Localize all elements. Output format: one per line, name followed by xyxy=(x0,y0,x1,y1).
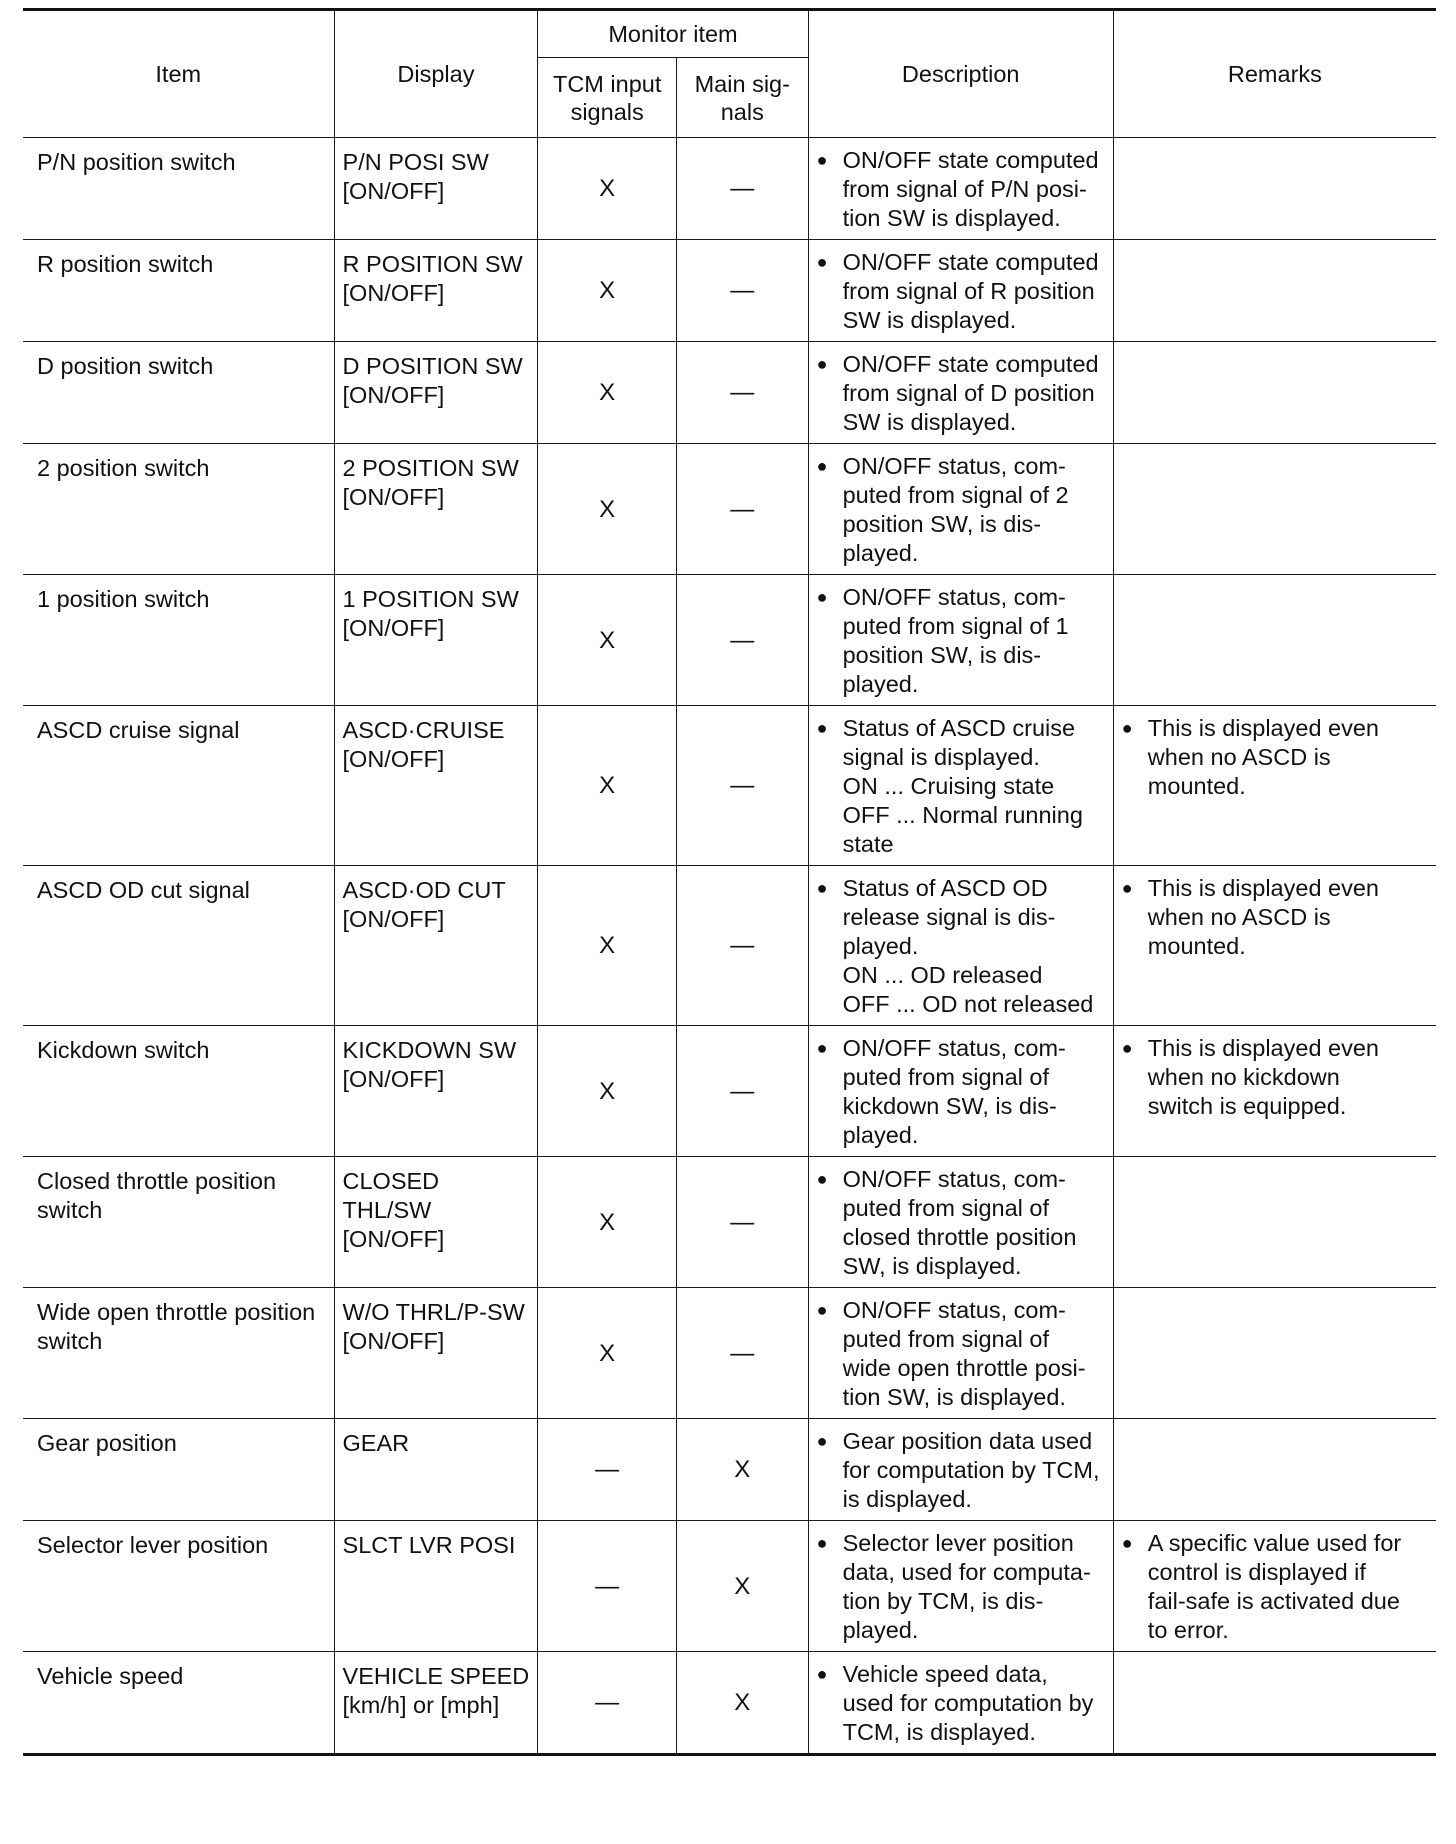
cell-description xyxy=(808,706,1113,866)
cell-item: 1 position switch xyxy=(23,575,334,706)
cell-main-signal: — xyxy=(676,1026,808,1157)
cell-display: ASCD·CRUISE [ON/OFF] xyxy=(334,706,538,866)
description-text: ON/OFF status, com- puted from signal of kickdown SW, is dis- played. xyxy=(842,1035,1066,1148)
remarks-text: A specific value used for control is displayed if fail-safe is activated due to error. xyxy=(1147,1530,1402,1643)
cell-item: Vehicle speed xyxy=(23,1652,334,1755)
bullet-icon: ● xyxy=(816,1664,828,1684)
cell-display: CLOSED THL/SW [ON/OFF] xyxy=(334,1157,538,1288)
description-bullet xyxy=(817,350,1105,437)
cell-remarks xyxy=(1113,575,1436,706)
cell-display: KICKDOWN SW [ON/OFF] xyxy=(334,1026,538,1157)
cell-item: Kickdown switch xyxy=(23,1026,334,1157)
cell-tcm-input: X xyxy=(538,866,677,1026)
bullet-icon: ● xyxy=(816,1431,828,1451)
description-text: ON/OFF state computed from signal of D position SW is displayed. xyxy=(842,351,1099,435)
header-tcm-input-signals: TCM input signals xyxy=(538,58,677,138)
cell-description xyxy=(808,575,1113,706)
cell-item: Wide open throttle position switch xyxy=(23,1288,334,1419)
description-bullet xyxy=(817,1529,1105,1645)
description-text: Selector lever position data, used for computa- tion by TCM, is dis- played. xyxy=(842,1530,1091,1643)
cell-tcm-input: X xyxy=(538,342,677,444)
cell-item: R position switch xyxy=(23,240,334,342)
cell-tcm-input: X xyxy=(538,138,677,240)
cell-description xyxy=(808,1026,1113,1157)
description-text: Status of ASCD OD release signal is dis- played. ON ... OD released OFF ... OD not released xyxy=(842,875,1094,1017)
description-bullet xyxy=(817,1034,1105,1150)
remarks-bullet xyxy=(1122,1034,1428,1121)
cell-main-signal: X xyxy=(676,1521,808,1652)
cell-main-signal: — xyxy=(676,1157,808,1288)
table-row xyxy=(23,342,1436,444)
description-bullet xyxy=(817,874,1105,1019)
header-main-signals: Main sig- nals xyxy=(676,58,808,138)
table-row xyxy=(23,1419,1436,1521)
remarks-bullet xyxy=(1122,874,1428,961)
cell-item: Closed throttle position switch xyxy=(23,1157,334,1288)
cell-remarks xyxy=(1113,866,1436,1026)
cell-tcm-input: X xyxy=(538,1288,677,1419)
bullet-icon: ● xyxy=(816,1169,828,1189)
description-bullet xyxy=(817,583,1105,699)
cell-display: W/O THRL/P-SW [ON/OFF] xyxy=(334,1288,538,1419)
bullet-icon: ● xyxy=(816,587,828,607)
table-row xyxy=(23,1288,1436,1419)
cell-main-signal: X xyxy=(676,1419,808,1521)
table-row xyxy=(23,575,1436,706)
table-row xyxy=(23,1157,1436,1288)
cell-tcm-input: X xyxy=(538,1026,677,1157)
cell-main-signal: — xyxy=(676,240,808,342)
cell-display: VEHICLE SPEED [km/h] or [mph] xyxy=(334,1652,538,1755)
bullet-icon: ● xyxy=(816,354,828,374)
cell-remarks xyxy=(1113,1288,1436,1419)
cell-item: Gear position xyxy=(23,1419,334,1521)
cell-remarks xyxy=(1113,1521,1436,1652)
cell-remarks xyxy=(1113,1419,1436,1521)
bullet-icon: ● xyxy=(816,718,828,738)
description-text: Gear position data used for computation by TCM, is displayed. xyxy=(842,1428,1100,1512)
table-row xyxy=(23,1652,1436,1755)
cell-description xyxy=(808,1157,1113,1288)
bullet-icon: ● xyxy=(816,456,828,476)
cell-main-signal: — xyxy=(676,342,808,444)
cell-description xyxy=(808,1288,1113,1419)
cell-tcm-input: X xyxy=(538,444,677,575)
cell-description xyxy=(808,1521,1113,1652)
description-bullet xyxy=(817,452,1105,568)
table-row xyxy=(23,706,1436,866)
description-text: ON/OFF status, com- puted from signal of 1 position SW, is dis- played. xyxy=(842,584,1069,697)
cell-description xyxy=(808,866,1113,1026)
cell-display: SLCT LVR POSI xyxy=(334,1521,538,1652)
cell-tcm-input: X xyxy=(538,240,677,342)
cell-remarks xyxy=(1113,342,1436,444)
bullet-icon: ● xyxy=(816,252,828,272)
cell-description xyxy=(808,1652,1113,1755)
cell-item: Selector lever position xyxy=(23,1521,334,1652)
remarks-text: This is displayed even when no kickdown switch is equipped. xyxy=(1147,1035,1379,1119)
cell-display: 1 POSITION SW [ON/OFF] xyxy=(334,575,538,706)
bullet-icon: ● xyxy=(1121,878,1133,898)
table-row xyxy=(23,240,1436,342)
description-text: ON/OFF status, com- puted from signal of 2 position SW, is dis- played. xyxy=(842,453,1069,566)
cell-tcm-input: — xyxy=(538,1652,677,1755)
cell-main-signal: — xyxy=(676,138,808,240)
bullet-icon: ● xyxy=(816,1533,828,1553)
cell-main-signal: — xyxy=(676,575,808,706)
cell-remarks xyxy=(1113,1157,1436,1288)
cell-description xyxy=(808,138,1113,240)
cell-tcm-input: X xyxy=(538,706,677,866)
description-bullet xyxy=(817,1165,1105,1281)
cell-remarks xyxy=(1113,1026,1436,1157)
cell-item: ASCD OD cut signal xyxy=(23,866,334,1026)
description-bullet xyxy=(817,1660,1105,1747)
cell-description xyxy=(808,342,1113,444)
cell-display: D POSITION SW [ON/OFF] xyxy=(334,342,538,444)
bullet-icon: ● xyxy=(1121,1038,1133,1058)
bullet-icon: ● xyxy=(816,878,828,898)
description-bullet xyxy=(817,714,1105,859)
cell-item: D position switch xyxy=(23,342,334,444)
header-description: Description xyxy=(808,10,1113,138)
remarks-text: This is displayed even when no ASCD is mounted. xyxy=(1147,715,1379,799)
bullet-icon: ● xyxy=(816,1038,828,1058)
cell-display: GEAR xyxy=(334,1419,538,1521)
table-row xyxy=(23,1521,1436,1652)
cell-remarks xyxy=(1113,444,1436,575)
cell-description xyxy=(808,1419,1113,1521)
cell-tcm-input: X xyxy=(538,575,677,706)
description-text: ON/OFF state computed from signal of P/N posi- tion SW is displayed. xyxy=(842,147,1099,231)
bullet-icon: ● xyxy=(1121,1533,1133,1553)
description-text: ON/OFF state computed from signal of R position SW is displayed. xyxy=(842,249,1099,333)
header-display: Display xyxy=(334,10,538,138)
description-bullet xyxy=(817,146,1105,233)
cell-item: ASCD cruise signal xyxy=(23,706,334,866)
description-bullet xyxy=(817,1427,1105,1514)
cell-remarks xyxy=(1113,1652,1436,1755)
monitor-item-table xyxy=(23,8,1436,1756)
cell-display: R POSITION SW [ON/OFF] xyxy=(334,240,538,342)
table-row xyxy=(23,1026,1436,1157)
cell-display: ASCD·OD CUT [ON/OFF] xyxy=(334,866,538,1026)
cell-main-signal: — xyxy=(676,706,808,866)
cell-display: 2 POSITION SW [ON/OFF] xyxy=(334,444,538,575)
cell-description xyxy=(808,240,1113,342)
description-text: Vehicle speed data, used for computation by TCM, is displayed. xyxy=(842,1661,1094,1745)
monitor-table-page xyxy=(23,8,1436,1756)
cell-display: P/N POSI SW [ON/OFF] xyxy=(334,138,538,240)
header-remarks: Remarks xyxy=(1113,10,1436,138)
cell-item: P/N position switch xyxy=(23,138,334,240)
cell-description xyxy=(808,444,1113,575)
description-bullet xyxy=(817,1296,1105,1412)
description-text: Status of ASCD cruise signal is displayed. ON ... Cruising state OFF ... Normal running state xyxy=(842,715,1083,857)
table-row xyxy=(23,444,1436,575)
description-text: ON/OFF status, com- puted from signal of closed throttle position SW, is displayed. xyxy=(842,1166,1077,1279)
cell-tcm-input: — xyxy=(538,1521,677,1652)
remarks-text: This is displayed even when no ASCD is mounted. xyxy=(1147,875,1379,959)
remarks-bullet xyxy=(1122,714,1428,801)
cell-remarks xyxy=(1113,138,1436,240)
table-row xyxy=(23,866,1436,1026)
cell-main-signal: — xyxy=(676,866,808,1026)
description-bullet xyxy=(817,248,1105,335)
header-monitor-item: Monitor item xyxy=(538,10,808,58)
cell-main-signal: — xyxy=(676,444,808,575)
remarks-bullet xyxy=(1122,1529,1428,1645)
cell-main-signal: — xyxy=(676,1288,808,1419)
cell-remarks xyxy=(1113,240,1436,342)
cell-main-signal: X xyxy=(676,1652,808,1755)
cell-tcm-input: — xyxy=(538,1419,677,1521)
bullet-icon: ● xyxy=(816,1300,828,1320)
bullet-icon: ● xyxy=(816,150,828,170)
bullet-icon: ● xyxy=(1121,718,1133,738)
table-row xyxy=(23,138,1436,240)
cell-remarks xyxy=(1113,706,1436,866)
cell-tcm-input: X xyxy=(538,1157,677,1288)
description-text: ON/OFF status, com- puted from signal of wide open throttle posi- tion SW, is displayed. xyxy=(842,1297,1086,1410)
cell-item: 2 position switch xyxy=(23,444,334,575)
header-item: Item xyxy=(23,10,334,138)
